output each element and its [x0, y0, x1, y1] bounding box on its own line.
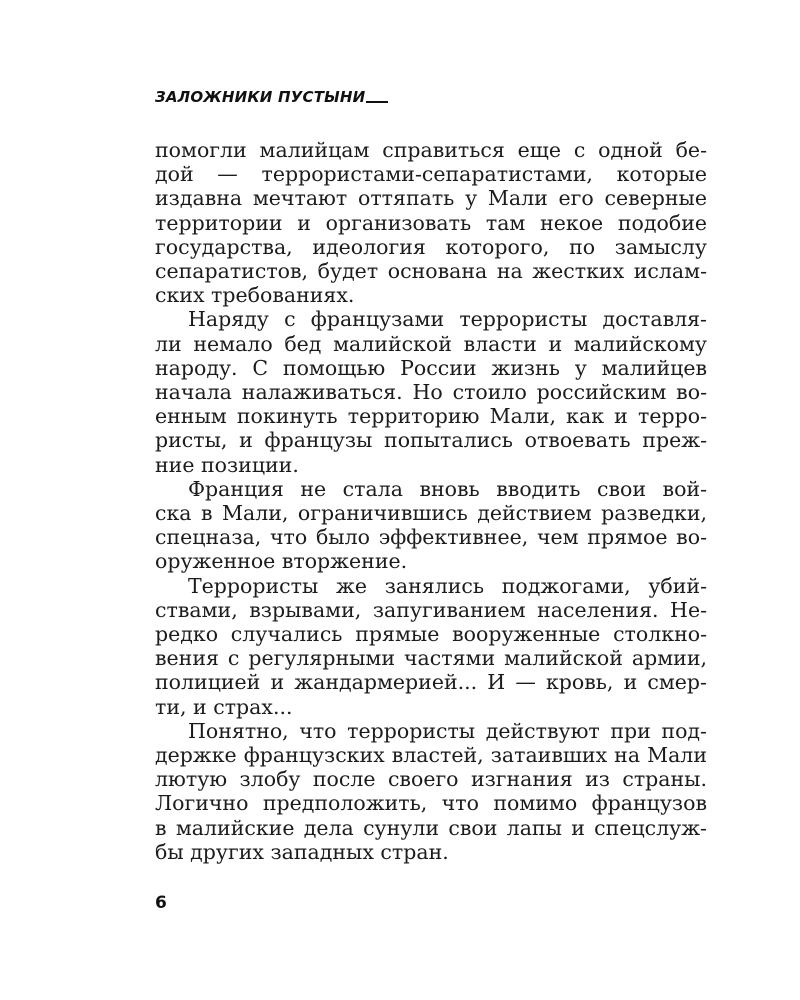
- text-line: спецназа, что было эффективнее, чем прямое во-: [155, 525, 707, 550]
- page-number: 6: [155, 893, 167, 913]
- body-text: [155, 138, 707, 864]
- text-line: держке французских властей, затаивших на Мали: [155, 743, 707, 768]
- running-head-title: ЗАЛОЖНИКИ ПУСТЫНИ: [155, 88, 366, 106]
- text-line: ствами, взрывами, запугиванием населения. Не-: [155, 597, 707, 622]
- text-line: бы других западных стран.: [155, 839, 449, 864]
- paragraph: [155, 719, 707, 864]
- text-line: ска в Мали, ограничившись действием разведки,: [155, 501, 707, 526]
- text-line: вения с регулярными частями малийской армии,: [155, 646, 707, 671]
- text-line: ние позиции.: [155, 452, 299, 477]
- text-line: Логично предположить, что помимо французов: [155, 791, 707, 816]
- text-line: енным покинуть территорию Мали, как и терро-: [155, 404, 707, 429]
- text-line: Понятно, что террористы действуют при под-: [188, 718, 707, 743]
- text-line: Франция не стала вновь вводить свои вой-: [188, 476, 707, 501]
- text-line: сепаратистов, будет основана на жестких ислам-: [155, 259, 707, 284]
- paragraph: [155, 477, 707, 574]
- text-line: государства, идеология которого, по замыслу: [155, 234, 707, 259]
- text-line: редко случались прямые вооруженные столкно-: [155, 622, 708, 647]
- paragraph: [155, 307, 707, 476]
- text-line: издавна мечтают оттяпать у Мали его северные: [155, 186, 707, 211]
- text-line: оруженное вторжение.: [155, 549, 408, 574]
- text-line: народу. С помощью России жизнь у малийцев: [155, 355, 707, 380]
- text-line: дой — террористами-сепаратистами, которые: [155, 162, 707, 187]
- text-line: ских требованиях.: [155, 283, 355, 308]
- text-line: в малийские дела сунули свои лапы и спецслуж-: [155, 815, 707, 840]
- text-line: полицией и жандармерией... И — кровь, и смер-: [155, 670, 707, 695]
- text-line: лютую злобу после своего изгнания из страны.: [155, 767, 707, 792]
- running-head: [155, 88, 388, 106]
- text-line: начала налаживаться. Но стоило российским во-: [155, 380, 707, 405]
- text-line: ристы, и французы попытались отвоевать преж-: [155, 428, 707, 453]
- text-line: помогли малийцам справиться еще с одной бе-: [155, 138, 707, 162]
- running-head-rule: [366, 101, 388, 103]
- text-line: Террористы же занялись поджогами, убий-: [188, 573, 707, 598]
- text-line: Наряду с французами террористы доставля-: [188, 307, 707, 332]
- text-line: ти, и страх...: [155, 694, 293, 719]
- text-line: территории и организовать там некое подобие: [155, 210, 707, 235]
- text-line: ли немало бед малийской власти и малийскому: [155, 331, 707, 356]
- paragraph: [155, 574, 707, 719]
- paragraph: [155, 138, 707, 307]
